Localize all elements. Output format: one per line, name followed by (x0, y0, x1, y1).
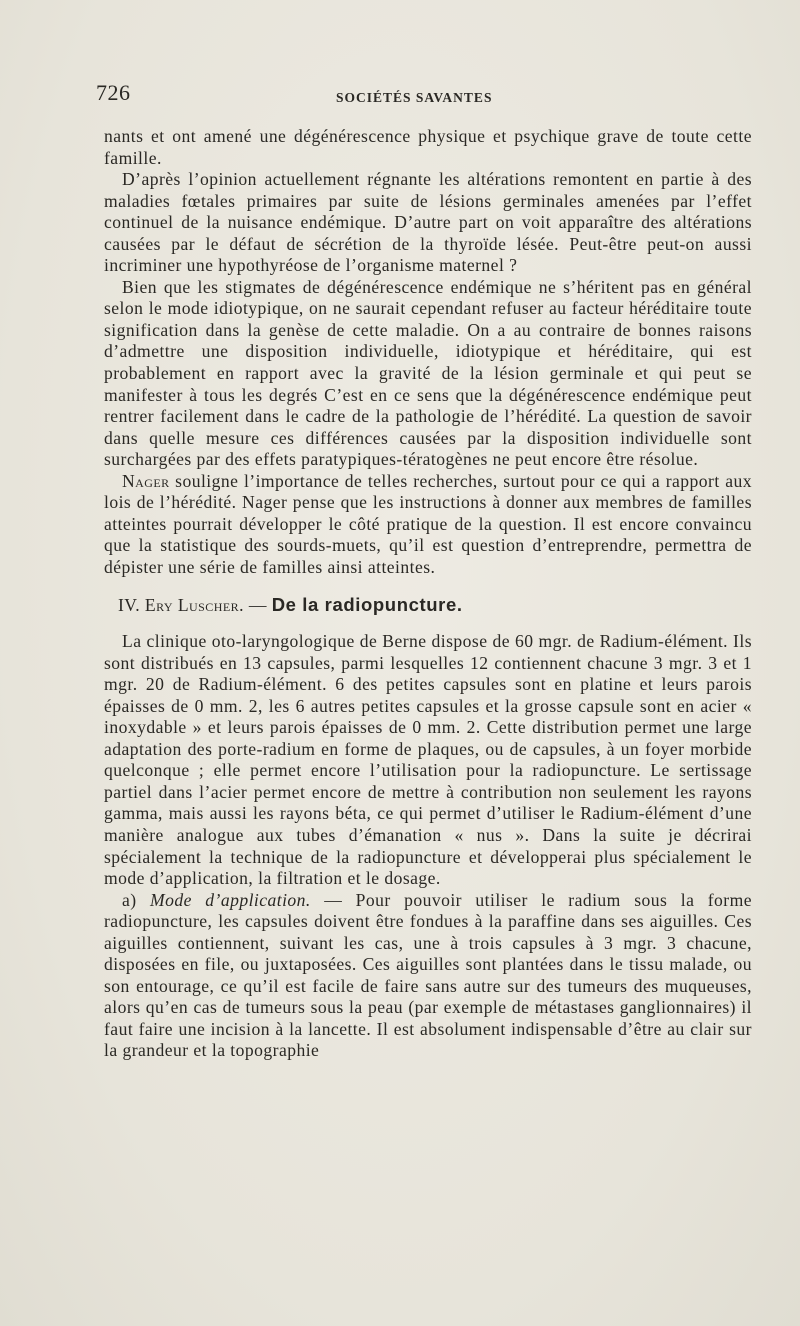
page-number: 726 (96, 80, 131, 105)
paragraph-etiology: D’après l’opinion actuellement régnante les altérations remontent en partie à des maladies fœtales primaires par suite de lésions germinales amenées par l’effet continuel de la nuisance endémique. D’autre part on voit apparaître des altérations causées par le défaut de sécrétion de la thyroïde lésée. Peut-être peut-on aussi incriminer une hypothyréose de l’organisme maternel ? (104, 169, 752, 276)
body-text (104, 126, 752, 1062)
section-dash: — (248, 595, 267, 616)
section-heading (118, 594, 752, 617)
paragraph-continuation: nants et ont amené une dégénérescence physique et psychique grave de toute cette famille. (104, 126, 752, 168)
running-title: SOCIÉTÉS SAVANTES (336, 90, 493, 105)
paragraph-mode-application (104, 890, 752, 1062)
paragraph-nager-text: souligne l’importance de telles recherches, surtout pour ce qui a rapport aux lois de l’hérédité. Nager pense que les instructions à donner aux membres de familles atteintes pourrait développer le côté pratique de la question. Il est encore convaincu que la statistique des sourds-muets, qu’il est question d’entreprendre, permettra de dépister une série de familles ainsi atteintes. (104, 470, 752, 577)
paragraph-heredity: Bien que les stigmates de dégénérescence endémique ne s’héritent pas en général selon le mode idiotypique, on ne saurait cependant refuser au facteur héréditaire toute signification dans la genèse de cette maladie. On a au contraire de bonnes raisons d’admettre une disposition individuelle, idiotypique et héréditaire, qui est probablement en rapport avec la gravité de la lésion germinale et qui peut se manifester à tous les degrés C’est en ce sens que la dégénérescence endémique peut rentrer facilement dans le cadre de la pathologie de l’hérédité. La question de savoir dans quelle mesure ces différences causées par la disposition individuelle sont surchargées par des effets paratypiques-tératogènes ne peut encore être résolue. (104, 276, 752, 470)
paragraph-radium-inventory: La clinique oto-laryngologique de Berne dispose de 60 mgr. de Radium-élément. Ils sont distribués en 13 capsules, parmi lesquelles 12 contiennent chacune 3 mgr. 3 et 1 mgr. 20 de Radium-élément. 6 des petites capsules sont en platine et leurs parois épaisses de 0 mm. 2, les 6 autres petites capsules et la grosse capsule sont en acier « inoxydable » et leurs parois épaisses de 0 mm. 2. Cette distribution permet une large adaptation des porte-radium en forme de plaques, ou de capsules, à un foyer morbide quelconque ; elle permet encore l’utilisation pour la radiopuncture. Le sertissage partiel dans l’acier permet encore de mettre à contribution non seulement les rayons gamma, mais aussi les rayons béta, ce qui permet d’utiliser le Radium-élément d’une manière analogue aux tubes d’émanation « nus ». Dans la suite je décrirai spécialement la technique de la radiopuncture et développerai plus spécialement le mode d’application, la filtration et le dosage. (104, 631, 752, 889)
subsection-title: Mode d’application. (150, 889, 311, 910)
section-number: IV. (118, 595, 141, 616)
page-header (96, 80, 760, 120)
subsection-text: — Pour pouvoir utiliser le radium sous la forme radiopuncture, les capsules doivent être fondues à la paraffine dans ses aiguilles. Ces aiguilles contiennent, suivant les cas, une à trois capsules à 3 mgr. 3 chacune, disposées en file, ou juxtaposées. Ces aiguilles sont plantées dans le tissu malade, ou son entourage, ce qu’il est facile de faire sans autre sur des tumeurs des muqueuses, alors qu’en cas de tumeurs sous la peau (par exemple de métastases ganglionnaires) il faut faire une incision à la lancette. Il est absolument indispensable d’être au clair sur la grandeur et la topographie (104, 889, 752, 1061)
author-name-nager: Nager (122, 470, 170, 491)
subsection-label: a) (122, 889, 137, 910)
section-title: De la radiopuncture. (271, 594, 463, 616)
paragraph-nager (104, 471, 752, 579)
section-author: Ery Luscher. (144, 595, 244, 616)
